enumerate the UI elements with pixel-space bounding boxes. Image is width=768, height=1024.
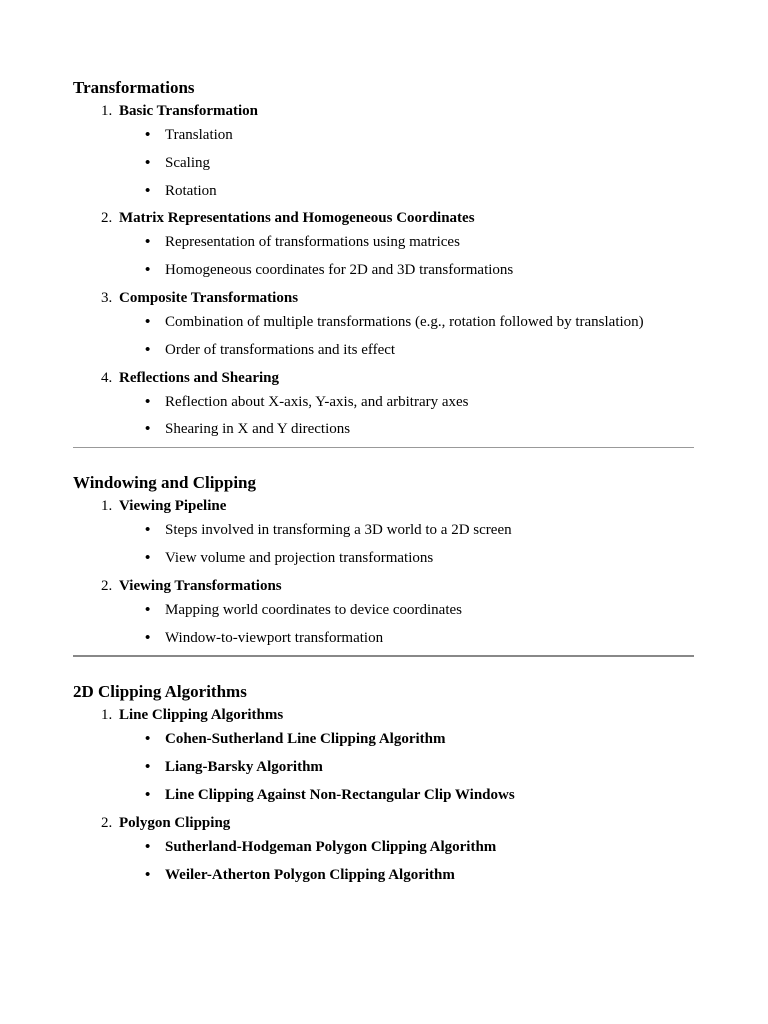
- bullet-item: [73, 865, 694, 885]
- bullet-item: [73, 340, 694, 360]
- bullet-list: [119, 312, 694, 360]
- bullet-item: [73, 548, 694, 568]
- bullet-icon: •: [145, 731, 151, 748]
- bullet-list: [119, 600, 694, 648]
- item-label: Reflections and Shearing: [119, 369, 280, 386]
- bullet-icon: •: [145, 549, 151, 566]
- bullet-text: Translation: [165, 127, 233, 143]
- list-item: [73, 101, 694, 201]
- bullet-text: Order of transformations and its effect: [165, 341, 396, 358]
- document-body: [73, 77, 694, 892]
- bullet-text: Mapping world coordinates to device coordinates: [165, 601, 462, 618]
- bullet-text: Shearing in X and Y directions: [165, 421, 351, 438]
- bullet-item: [73, 419, 694, 439]
- bullet-item: [73, 600, 694, 620]
- list-item: [73, 576, 694, 648]
- item-number: 2.: [101, 814, 113, 831]
- item-number: 3.: [101, 289, 113, 306]
- bullet-text: View volume and projection transformations: [165, 549, 434, 566]
- bullet-icon: •: [145, 154, 151, 171]
- item-number: 2.: [101, 577, 113, 594]
- item-number: 4.: [101, 369, 113, 386]
- item-label: Polygon Clipping: [119, 814, 231, 831]
- bullet-icon: •: [145, 601, 151, 618]
- bullet-icon: •: [145, 421, 151, 438]
- bullet-item: [73, 785, 694, 805]
- item-number: 1.: [101, 707, 113, 724]
- bullet-list: [119, 520, 694, 568]
- bullet-list: [119, 232, 694, 280]
- bullet-text: Combination of multiple transformations (e.g., rotation followed by translation): [165, 313, 644, 330]
- item-number: 1.: [101, 103, 113, 119]
- numbered-list: [73, 496, 694, 647]
- item-number: 1.: [101, 498, 113, 515]
- bullet-text: Representation of transformations using matrices: [165, 234, 460, 251]
- section-2d-clipping-algorithms: [73, 681, 694, 884]
- bullet-icon: •: [145, 759, 151, 776]
- bullet-text: Reflection about X-axis, Y-axis, and arbitrary axes: [165, 393, 469, 410]
- bullet-item: [73, 312, 694, 332]
- list-item: [73, 368, 694, 440]
- list-item: [73, 208, 694, 280]
- section-title: Windowing and Clipping: [73, 473, 256, 493]
- bullet-icon: •: [145, 393, 151, 410]
- list-item: [73, 705, 694, 805]
- item-number: 2.: [101, 210, 113, 227]
- item-label: Composite Transformations: [119, 289, 299, 306]
- item-label: Line Clipping Algorithms: [119, 707, 284, 724]
- list-item: [73, 288, 694, 360]
- bullet-item: [73, 181, 694, 201]
- bullet-text: Line Clipping Against Non-Rectangular Clip Windows: [165, 786, 515, 803]
- bullet-icon: •: [145, 522, 151, 539]
- bullet-item: [73, 757, 694, 777]
- item-label: Viewing Transformations: [119, 577, 282, 594]
- bullet-text: Window-to-viewport transformation: [165, 629, 384, 646]
- bullet-list: [119, 125, 694, 201]
- bullet-icon: •: [145, 262, 151, 279]
- bullet-item: [73, 729, 694, 749]
- item-label: Viewing Pipeline: [119, 498, 227, 515]
- section-windowing-clipping: [73, 472, 694, 647]
- section-transformations: [73, 77, 694, 439]
- bullet-text: Steps involved in transforming a 3D world to a 2D screen: [165, 522, 512, 539]
- bullet-item: [73, 837, 694, 857]
- bullet-icon: •: [145, 786, 151, 803]
- section-divider: [73, 655, 694, 657]
- bullet-item: [73, 125, 694, 145]
- bullet-text: Rotation: [165, 182, 217, 199]
- item-label: Basic Transformation: [119, 103, 259, 119]
- list-item: [73, 496, 694, 568]
- section-divider: [73, 447, 694, 448]
- bullet-item: [73, 392, 694, 412]
- bullet-text: Scaling: [165, 154, 210, 171]
- bullet-item: [73, 628, 694, 648]
- bullet-list: [119, 837, 694, 885]
- bullet-icon: •: [145, 629, 151, 646]
- bullet-item: [73, 232, 694, 252]
- bullet-item: [73, 260, 694, 280]
- list-item: [73, 813, 694, 885]
- bullet-icon: •: [145, 341, 151, 358]
- bullet-list: [119, 392, 694, 440]
- bullet-icon: •: [145, 234, 151, 251]
- bullet-item: [73, 520, 694, 540]
- bullet-icon: •: [145, 838, 151, 855]
- bullet-icon: •: [145, 313, 151, 330]
- bullet-icon: •: [145, 182, 151, 199]
- section-title: Transformations: [73, 78, 195, 97]
- item-label: Matrix Representations and Homogeneous Coordinates: [119, 210, 475, 227]
- bullet-text: Homogeneous coordinates for 2D and 3D transformations: [165, 262, 514, 279]
- section-title: 2D Clipping Algorithms: [73, 682, 247, 702]
- bullet-text: Cohen-Sutherland Line Clipping Algorithm: [165, 731, 446, 748]
- numbered-list: [73, 705, 694, 884]
- bullet-text: Sutherland-Hodgeman Polygon Clipping Algorithm: [165, 838, 497, 855]
- numbered-list: [73, 101, 694, 439]
- bullet-item: [73, 153, 694, 173]
- bullet-list: [119, 729, 694, 805]
- bullet-icon: •: [145, 127, 151, 143]
- bullet-text: Weiler-Atherton Polygon Clipping Algorithm: [165, 866, 455, 883]
- bullet-icon: •: [145, 866, 151, 883]
- bullet-text: Liang-Barsky Algorithm: [165, 759, 323, 776]
